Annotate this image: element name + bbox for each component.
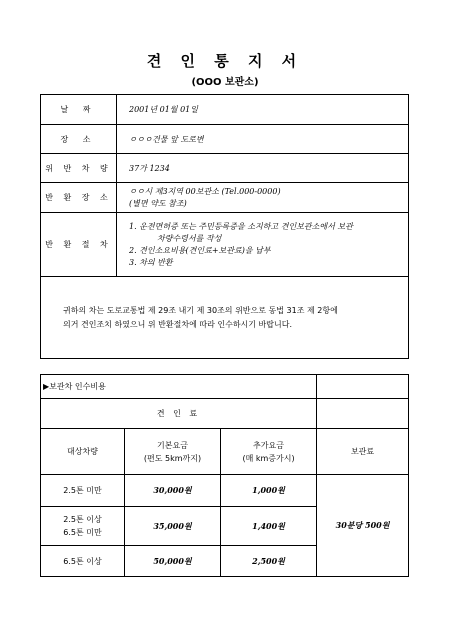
towing-fee-empty [317, 399, 409, 429]
fee-vehicle-line: 6.5톤 미만 [63, 528, 102, 537]
fee-vehicle [41, 507, 125, 546]
vehicle-label: 위 반 차 량 [41, 154, 117, 183]
return-procedure-label: 반 환 절 차 [41, 213, 117, 277]
date-value: 2001년 01월 01일 [117, 95, 409, 125]
fees-section-title: ▶보관차 인수비용 [41, 375, 317, 399]
towing-fee-label: 견 인 료 [41, 399, 317, 429]
header-vehicle: 대상차량 [41, 429, 125, 475]
return-place-value [117, 183, 409, 213]
return-procedure-value [117, 213, 409, 277]
notice-line: 귀하의 차는 도로교통법 제 29조 내기 제 30조의 위반으로 동법 31조 제 2항에 [63, 305, 338, 315]
notice-text [41, 277, 409, 359]
header-extra-fee [221, 429, 317, 475]
header-storage-fee: 보관료 [317, 429, 409, 475]
info-table [40, 94, 409, 359]
place-value: ㅇㅇㅇ건물 앞 도로변 [117, 125, 409, 154]
fees-section-empty [317, 375, 409, 399]
notice-row [41, 277, 409, 359]
header-extra-fee-line: 추가요금 [253, 440, 284, 450]
fees-section-row [41, 375, 409, 399]
info-row-vehicle [41, 154, 409, 183]
fee-base: 50,000원 [125, 546, 221, 577]
info-row-return-place [41, 183, 409, 213]
procedure-step: 1. 운전면허증 또는 주민등록증을 소지하고 견인보관소에서 보관 [129, 221, 353, 231]
date-label: 날 짜 [41, 95, 117, 125]
return-place-line: (별면 약도 참조) [129, 198, 187, 208]
fee-extra: 1,400원 [221, 507, 317, 546]
info-row-place [41, 125, 409, 154]
place-label: 장 소 [41, 125, 117, 154]
fee-base: 35,000원 [125, 507, 221, 546]
return-place-label: 반 환 장 소 [41, 183, 117, 213]
procedure-step: 3. 차의 반환 [129, 257, 173, 267]
vehicle-value: 37가 1234 [117, 154, 409, 183]
return-place-line: ㅇㅇ시 제3지역 00보관소 (Tel.000-0000) [129, 186, 281, 196]
fee-vehicle-line: 2.5톤 이상 [63, 515, 102, 524]
info-row-return-procedure [41, 213, 409, 277]
header-extra-fee-line: (매 km증가시) [242, 453, 295, 463]
towing-fee-row [41, 399, 409, 429]
document-subtitle: (OOO 보관소) [191, 77, 259, 88]
fee-extra: 2,500원 [221, 546, 317, 577]
fees-table [40, 374, 409, 577]
fee-vehicle: 6.5톤 이상 [41, 546, 125, 577]
procedure-step-continued: 차량수령서를 작성 [157, 233, 222, 243]
procedure-step: 2. 견인소요비용(견인료+보관료)을 납부 [129, 245, 271, 255]
fee-vehicle: 2.5톤 미만 [41, 475, 125, 507]
fee-extra: 1,000원 [221, 475, 317, 507]
notice-line: 의거 견인조치 하였으니 위 반환절차에 따라 인수하시기 바랍니다. [63, 319, 292, 329]
fee-row [41, 475, 409, 507]
info-row-date [41, 95, 409, 125]
document-title: 견 인 통 지 서 [146, 52, 304, 70]
fee-base: 30,000원 [125, 475, 221, 507]
header-base-fee-line: (편도 5km까지) [143, 453, 202, 463]
header-base-fee [125, 429, 221, 475]
header-base-fee-line: 기본요금 [157, 440, 188, 450]
fees-header-row [41, 429, 409, 475]
storage-fee-value: 30분당 500원 [317, 475, 409, 577]
